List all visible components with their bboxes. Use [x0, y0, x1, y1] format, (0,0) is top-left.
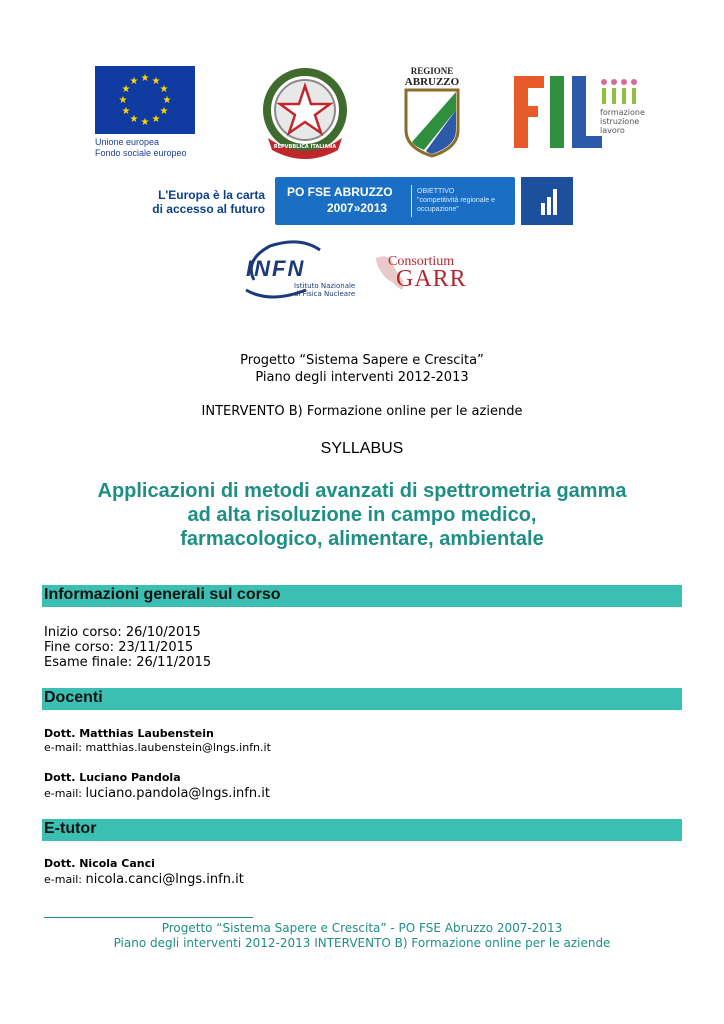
course-dates	[44, 625, 211, 670]
fil-logo	[512, 72, 645, 152]
teacher-email: e-mail: luciano.pandola@lngs.infn.it	[44, 786, 270, 801]
teacher-name: Dott. Luciano Pandola	[44, 771, 181, 784]
po-fse-abruzzo-logo: PO FSE ABRUZZO 2007»2013 OBIETTIVO "competitività regionale e occupazione"	[275, 177, 515, 225]
tutor-email: e-mail: nicola.canci@lngs.infn.it	[44, 872, 244, 887]
svg-text:★: ★	[140, 117, 150, 128]
repubblica-italiana-emblem: REPVBBLICA ITALIANA	[258, 64, 352, 160]
europa-tagline: L'Europa è la carta di accesso al futuro	[152, 188, 265, 216]
regione-abruzzo-logo: REGIONE ABRUZZO	[400, 66, 464, 160]
bar-chart-icon	[521, 177, 573, 225]
teacher-email: e-mail: matthias.laubenstein@lngs.infn.it	[44, 741, 271, 754]
svg-text:★: ★	[159, 106, 169, 117]
abruzzo-shield-icon	[400, 88, 464, 158]
email-link[interactable]: nicola.canci@lngs.infn.it	[85, 872, 244, 887]
svg-text:★: ★	[140, 73, 150, 84]
eu-flag-logo	[95, 66, 195, 134]
fil-caption: formazione istruzione lavoro	[600, 108, 645, 135]
svg-text:★: ★	[121, 106, 131, 117]
tutor-name: Dott. Nicola Canci	[44, 857, 155, 870]
end-date: Fine corso: 23/11/2015	[44, 640, 194, 655]
svg-text:★: ★	[159, 84, 169, 95]
teacher-name: Dott. Matthias Laubenstein	[44, 727, 214, 740]
eu-stars-icon	[95, 66, 195, 134]
infn-logo: INFN Istituto Nazionale di Fisica Nucleare	[240, 240, 364, 302]
svg-text:★: ★	[121, 84, 131, 95]
email-link[interactable]: matthias.laubenstein@lngs.infn.it	[85, 741, 271, 754]
etutor-section-heading: E-tutor	[42, 819, 682, 841]
exam-date: Esame finale: 26/11/2015	[44, 655, 212, 670]
eu-caption: Unione europea Fondo sociale europeo	[95, 137, 187, 158]
intervento-line: INTERVENTO B) Formazione online per le aziende	[201, 404, 523, 419]
footer-text: Progetto “Sistema Sapere e Crescita” - PO FSE Abruzzo 2007-2013 Piano degli interventi 2012-2013 INTERVENTO B) Formazione online per le aziende	[113, 921, 611, 950]
svg-text:★: ★	[151, 76, 161, 87]
footer-rule	[44, 917, 253, 918]
email-link[interactable]: luciano.pandola@lngs.infn.it	[85, 786, 270, 801]
project-header: Progetto “Sistema Sapere e Crescita” Piano degli interventi 2012-2013	[240, 353, 484, 385]
consortium-garr-logo: Consortium GARR	[370, 252, 480, 296]
svg-text:★: ★	[129, 114, 139, 125]
docenti-section-heading: Docenti	[42, 688, 682, 710]
start-date: Inizio corso: 26/10/2015	[44, 625, 201, 640]
svg-text:★: ★	[118, 95, 128, 106]
svg-text:★: ★	[162, 95, 172, 106]
syllabus-label: SYLLABUS	[320, 440, 404, 457]
svg-text:★: ★	[151, 114, 161, 125]
info-section-heading: Informazioni generali sul corso	[42, 585, 682, 607]
svg-text:★: ★	[129, 76, 139, 87]
course-title: Applicazioni di metodi avanzati di spettrometria gamma ad alta risoluzione in campo medico, farmacologico, alimentare, ambientale	[97, 480, 627, 550]
